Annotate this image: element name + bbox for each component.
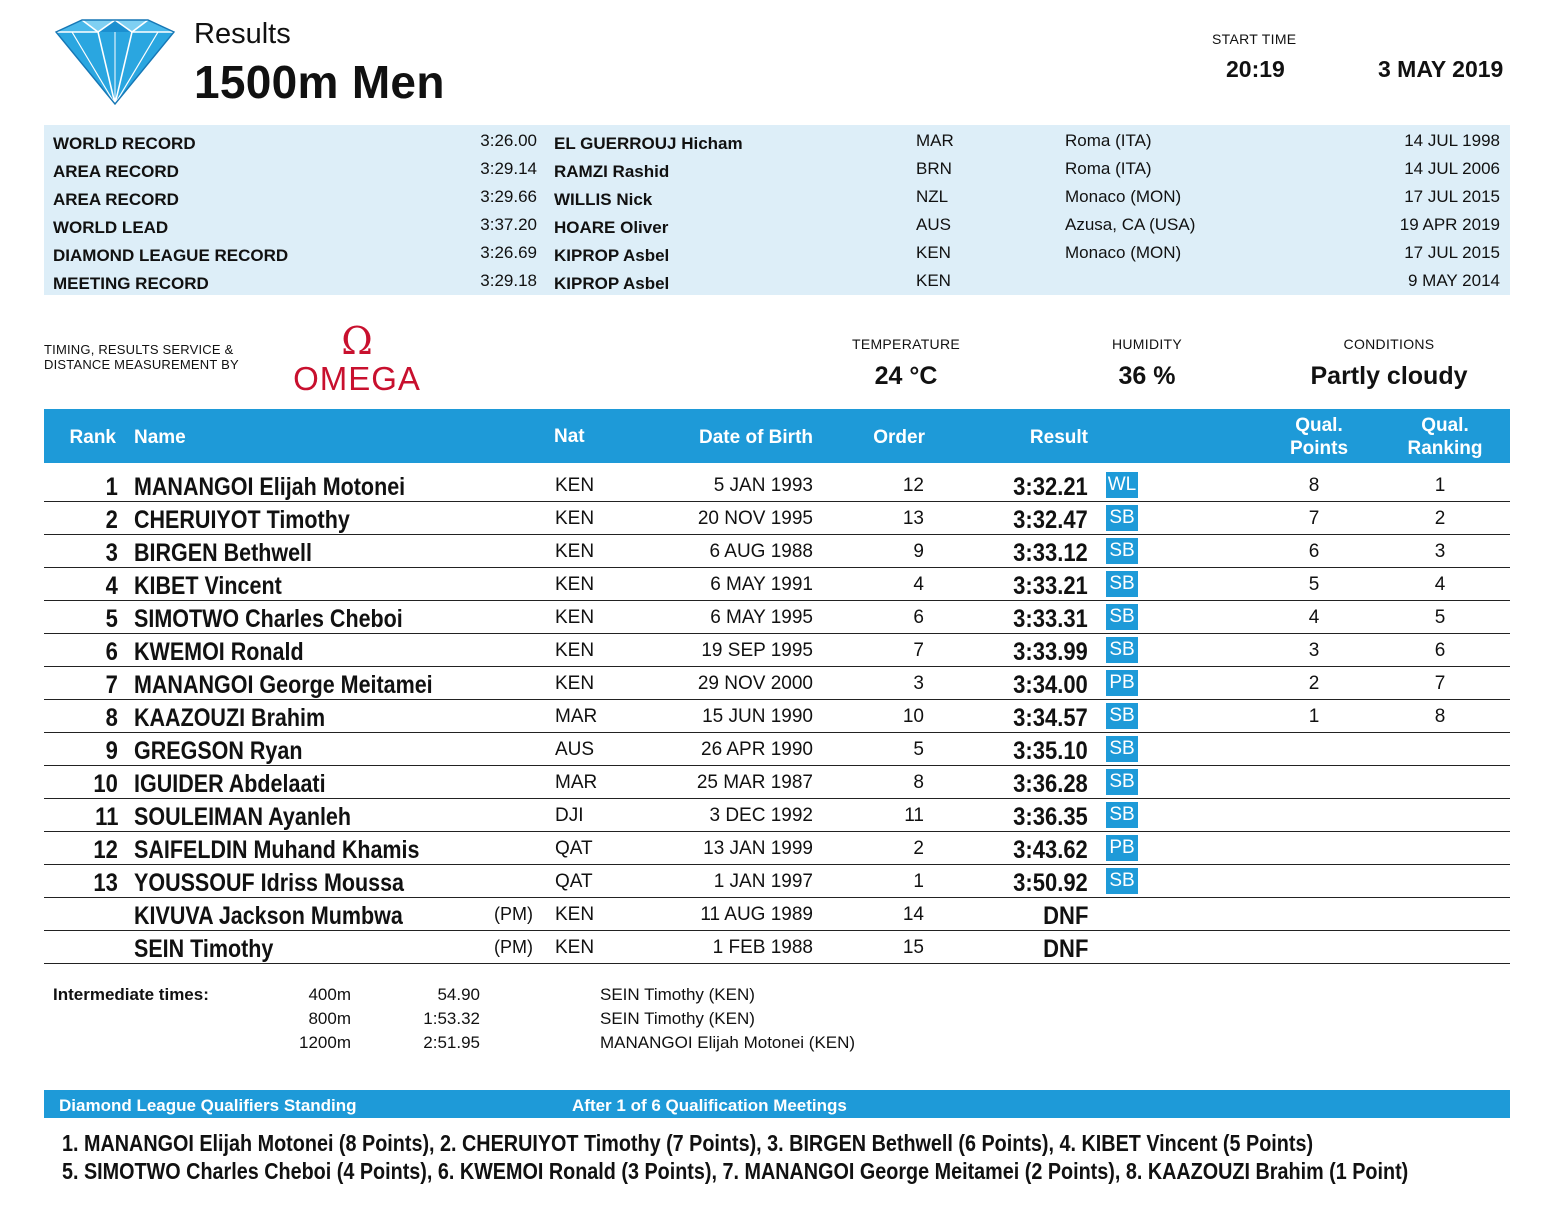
dob-cell: 1 FEB 1988 [712, 937, 813, 958]
record-type: DIAMOND LEAGUE RECORD [53, 246, 289, 265]
result-badge: PB [1106, 835, 1138, 861]
order-cell: 5 [913, 739, 924, 760]
name-cell: KIBET Vincent [134, 572, 282, 600]
qual-points-cell: 7 [1308, 508, 1320, 529]
record-date: 17 JUL 2015 [1404, 187, 1500, 206]
split-row [44, 1009, 944, 1033]
conditions-label: CONDITIONS [1343, 336, 1435, 352]
dob-cell: 5 JAN 1993 [713, 475, 813, 496]
name-cell: BIRGEN Bethwell [134, 539, 313, 567]
rank-cell: 8 [105, 704, 118, 732]
result-cell: 3:36.28 [1013, 770, 1088, 798]
rank-cell: 1 [105, 473, 118, 501]
pacemaker-mark: (PM) [494, 904, 533, 924]
order-cell: 1 [913, 871, 924, 892]
header-order: Order [873, 427, 925, 448]
record-nat: MAR [916, 131, 954, 150]
record-venue: Monaco (MON) [1065, 243, 1182, 262]
temperature-value: 24 °C [874, 362, 938, 390]
qual-points-cell: 1 [1308, 706, 1320, 727]
humidity-label: HUMIDITY [1111, 336, 1183, 352]
record-nat: NZL [916, 187, 949, 206]
record-athlete: KIPROP Asbel [554, 246, 670, 265]
result-cell: 3:43.62 [1013, 836, 1088, 864]
qual-ranking-cell: 6 [1434, 640, 1446, 661]
record-mark: 3:26.00 [480, 131, 537, 150]
nat-cell: KEN [555, 574, 595, 595]
record-mark: 3:29.66 [480, 187, 537, 206]
name-cell: SEIN Timothy [134, 935, 274, 963]
nat-cell: DJI [555, 805, 584, 826]
result-badge: SB [1106, 802, 1138, 828]
omega-wordmark: OMEGA [293, 360, 421, 394]
result-cell: 3:33.21 [1013, 572, 1088, 600]
order-cell: 11 [904, 805, 924, 826]
record-nat: AUS [916, 215, 951, 234]
name-cell: IGUIDER Abdelaati [134, 770, 326, 798]
rank-cell: 10 [93, 770, 118, 798]
record-row [44, 266, 1510, 294]
split-leader: SEIN Timothy (KEN) [600, 1009, 755, 1028]
qual-points-cell: 6 [1308, 541, 1320, 562]
header-result: Result [1029, 427, 1088, 448]
record-athlete: RAMZI Rashid [554, 162, 670, 181]
header-qual-ranking-line-1: Qual. [1421, 415, 1469, 436]
result-badge: SB [1106, 604, 1138, 630]
order-cell: 7 [913, 640, 924, 661]
qual-points-cell: 3 [1308, 640, 1320, 661]
name-cell: MANANGOI George Meitamei [134, 671, 433, 699]
name-cell: KIVUVA Jackson Mumbwa [134, 902, 403, 930]
nat-cell: KEN [555, 475, 595, 496]
table-row [44, 535, 1510, 568]
order-cell: 10 [902, 706, 924, 727]
order-cell: 9 [913, 541, 924, 562]
nat-cell: MAR [555, 772, 598, 793]
result-cell: DNF [1042, 902, 1088, 930]
dob-cell: 19 SEP 1995 [701, 640, 813, 661]
dob-cell: 6 MAY 1991 [710, 574, 813, 595]
split-time: 54.90 [437, 985, 480, 1004]
result-cell: 3:36.35 [1013, 803, 1088, 831]
record-athlete: KIPROP Asbel [554, 274, 670, 293]
rank-cell: 3 [105, 539, 118, 567]
timing-credit-line-1: TIMING, RESULTS SERVICE & [44, 342, 234, 357]
header-nat: Nat [554, 426, 585, 447]
name-cell: KWEMOI Ronald [134, 638, 304, 666]
order-cell: 2 [913, 838, 924, 859]
record-type: MEETING RECORD [53, 274, 209, 293]
dob-cell: 29 NOV 2000 [697, 673, 813, 694]
result-badge: PB [1106, 670, 1138, 696]
qual-ranking-cell: 2 [1434, 508, 1446, 529]
intermediate-times [44, 984, 944, 1060]
record-row [44, 154, 1510, 182]
timing-credit [44, 342, 239, 372]
dob-cell: 11 AUG 1989 [700, 904, 813, 925]
result-badge: SB [1106, 769, 1138, 795]
records-panel [44, 125, 1510, 295]
order-cell: 13 [902, 508, 924, 529]
nat-cell: KEN [555, 904, 595, 925]
qual-points-cell: 4 [1308, 607, 1320, 628]
split-leader: MANANGOI Elijah Motonei (KEN) [600, 1033, 856, 1052]
qual-ranking-cell: 3 [1434, 541, 1446, 562]
name-cell: SAIFELDIN Muhand Khamis [134, 836, 420, 864]
table-row [44, 667, 1510, 700]
qual-ranking-cell: 8 [1434, 706, 1446, 727]
table-row [44, 931, 1510, 964]
order-cell: 4 [913, 574, 924, 595]
record-mark: 3:29.14 [480, 159, 537, 178]
table-row [44, 832, 1510, 865]
record-type: AREA RECORD [53, 190, 179, 209]
dob-cell: 26 APR 1990 [701, 739, 813, 760]
event-title: 1500m Men [194, 56, 445, 108]
header-qual-points-line-1: Qual. [1295, 415, 1343, 436]
rank-cell: 13 [93, 869, 118, 897]
table-row [44, 568, 1510, 601]
results-table-body [44, 469, 1510, 964]
conditions-value: Partly cloudy [1310, 362, 1468, 390]
record-mark: 3:26.69 [480, 243, 537, 262]
results-table-header [44, 409, 1510, 463]
record-venue: Monaco (MON) [1065, 187, 1182, 206]
name-cell: CHERUIYOT Timothy [134, 506, 350, 534]
qual-points-cell: 2 [1308, 673, 1320, 694]
table-row [44, 469, 1510, 502]
record-nat: KEN [916, 243, 951, 262]
nat-cell: KEN [555, 673, 595, 694]
header-date-of-birth: Date of Birth [699, 427, 813, 448]
name-cell: SIMOTWO Charles Cheboi [134, 605, 403, 633]
order-cell: 8 [913, 772, 924, 793]
header-rank: Rank [69, 427, 116, 448]
record-date: 19 APR 2019 [1399, 215, 1500, 234]
result-cell: 3:35.10 [1013, 737, 1088, 765]
nat-cell: QAT [555, 871, 593, 892]
order-cell: 3 [913, 673, 924, 694]
order-cell: 6 [913, 607, 924, 628]
nat-cell: KEN [555, 508, 595, 529]
start-time-label: START TIME [1212, 31, 1297, 47]
nat-cell: KEN [555, 607, 595, 628]
record-nat: BRN [916, 159, 952, 178]
dob-cell: 1 JAN 1997 [713, 871, 813, 892]
name-cell: YOUSSOUF Idriss Moussa [134, 869, 405, 897]
record-athlete: EL GUERROUJ Hicham [554, 134, 743, 153]
record-row [44, 238, 1510, 266]
table-row [44, 898, 1510, 931]
rank-cell: 2 [105, 506, 118, 534]
table-row [44, 700, 1510, 733]
dob-cell: 15 JUN 1990 [702, 706, 813, 727]
qual-ranking-cell: 7 [1434, 673, 1446, 694]
qual-points-cell: 8 [1308, 475, 1320, 496]
dob-cell: 3 DEC 1992 [709, 805, 813, 826]
start-time-value: 20:19 [1226, 56, 1285, 82]
qual-ranking-cell: 5 [1434, 607, 1446, 628]
split-time: 1:53.32 [423, 1009, 480, 1028]
result-badge: SB [1106, 703, 1138, 729]
nat-cell: KEN [555, 640, 595, 661]
table-row [44, 865, 1510, 898]
header-qual-ranking [1396, 414, 1494, 460]
omega-symbol-icon: Ω [341, 322, 373, 363]
result-badge: WL [1106, 472, 1138, 498]
result-cell: 3:32.47 [1013, 506, 1088, 534]
rank-cell: 5 [105, 605, 118, 633]
rank-cell: 7 [105, 671, 118, 699]
table-row [44, 733, 1510, 766]
result-badge: SB [1106, 505, 1138, 531]
table-row [44, 799, 1510, 832]
qual-ranking-cell: 1 [1434, 475, 1446, 496]
name-cell: GREGSON Ryan [134, 737, 303, 765]
standing-after-text: After 1 of 6 Qualification Meetings [572, 1096, 847, 1115]
result-badge: SB [1106, 637, 1138, 663]
qual-ranking-cell: 4 [1434, 574, 1446, 595]
qual-points-cell: 5 [1308, 574, 1320, 595]
dob-cell: 13 JAN 1999 [703, 838, 813, 859]
result-cell: DNF [1042, 935, 1088, 963]
table-row [44, 502, 1510, 535]
rank-cell: 11 [94, 803, 118, 831]
diamond-league-standing-bar [44, 1090, 1510, 1118]
name-cell: KAAZOUZI Brahim [134, 704, 326, 732]
header-name: Name [134, 427, 186, 448]
result-cell: 3:34.00 [1013, 671, 1088, 699]
record-mark: 3:29.18 [480, 271, 537, 290]
split-leader: SEIN Timothy (KEN) [600, 985, 755, 1004]
record-date: 14 JUL 2006 [1404, 159, 1500, 178]
result-cell: 3:50.92 [1013, 869, 1088, 897]
record-row [44, 210, 1510, 238]
result-cell: 3:33.12 [1013, 539, 1088, 567]
result-cell: 3:32.21 [1013, 473, 1088, 501]
record-date: 9 MAY 2014 [1408, 271, 1500, 290]
standing-line-2: 5. SIMOTWO Charles Cheboi (4 Points), 6. KWEMOI Ronald (3 Points), 7. MANANGOI George Meitamei (2 Points), 8. KAAZOUZI Brahim (1 Point) [62, 1158, 1409, 1184]
result-cell: 3:33.99 [1013, 638, 1088, 666]
nat-cell: AUS [555, 739, 595, 760]
temperature-label: TEMPERATURE [851, 336, 961, 352]
record-type: AREA RECORD [53, 162, 179, 181]
record-type: WORLD LEAD [53, 218, 169, 237]
diamond-league-logo-icon [42, 14, 188, 106]
split-distance: 1200m [299, 1033, 351, 1052]
table-row [44, 601, 1510, 634]
standing-title: Diamond League Qualifiers Standing [59, 1096, 357, 1115]
dob-cell: 6 AUG 1988 [709, 541, 813, 562]
table-row [44, 634, 1510, 667]
record-row [44, 182, 1510, 210]
header-qual-points-line-2: Points [1289, 438, 1349, 459]
split-row [44, 1033, 944, 1057]
humidity-value: 36 % [1118, 362, 1176, 390]
omega-logo [286, 322, 428, 394]
nat-cell: KEN [555, 541, 595, 562]
rank-cell: 12 [93, 836, 118, 864]
dob-cell: 20 NOV 1995 [697, 508, 813, 529]
record-type: WORLD RECORD [53, 134, 196, 153]
split-row [44, 985, 944, 1009]
record-date: 14 JUL 1998 [1404, 131, 1500, 150]
nat-cell: QAT [555, 838, 593, 859]
header-qual-points [1272, 414, 1366, 460]
nat-cell: MAR [555, 706, 598, 727]
event-date: 3 MAY 2019 [1378, 56, 1504, 82]
record-athlete: WILLIS Nick [554, 190, 653, 209]
header-qual-ranking-line-2: Ranking [1407, 438, 1483, 459]
record-nat: KEN [916, 271, 951, 290]
result-badge: SB [1106, 868, 1138, 894]
pacemaker-mark: (PM) [494, 937, 533, 957]
rank-cell: 6 [105, 638, 118, 666]
result-badge: SB [1106, 571, 1138, 597]
rank-cell: 9 [105, 737, 118, 765]
result-cell: 3:34.57 [1013, 704, 1088, 732]
result-badge: SB [1106, 538, 1138, 564]
order-cell: 14 [902, 904, 924, 925]
record-venue: Azusa, CA (USA) [1065, 215, 1196, 234]
nat-cell: KEN [555, 937, 595, 958]
dob-cell: 6 MAY 1995 [710, 607, 813, 628]
record-athlete: HOARE Oliver [554, 218, 669, 237]
table-row [44, 766, 1510, 799]
record-date: 17 JUL 2015 [1404, 243, 1500, 262]
standing-line-1: 1. MANANGOI Elijah Motonei (8 Points), 2. CHERUIYOT Timothy (7 Points), 3. BIRGEN Bethwell (6 Points), 4. KIBET Vincent (5 Points) [62, 1130, 1314, 1156]
intermediate-times-label: Intermediate times: [53, 985, 209, 1004]
dob-cell: 25 MAR 1987 [696, 772, 813, 793]
record-mark: 3:37.20 [480, 215, 537, 234]
result-badge: SB [1106, 736, 1138, 762]
result-cell: 3:33.31 [1013, 605, 1088, 633]
name-cell: SOULEIMAN Ayanleh [134, 803, 352, 831]
record-venue: Roma (ITA) [1065, 159, 1152, 178]
results-label: Results [194, 18, 291, 50]
order-cell: 12 [902, 475, 924, 496]
order-cell: 15 [902, 937, 924, 958]
rank-cell: 4 [105, 572, 118, 600]
name-cell: MANANGOI Elijah Motonei [134, 473, 406, 501]
split-time: 2:51.95 [423, 1033, 480, 1052]
split-distance: 800m [308, 1009, 351, 1028]
timing-credit-line-2: DISTANCE MEASUREMENT BY [44, 357, 239, 372]
record-row [44, 126, 1510, 154]
split-distance: 400m [308, 985, 351, 1004]
record-venue: Roma (ITA) [1065, 131, 1152, 150]
